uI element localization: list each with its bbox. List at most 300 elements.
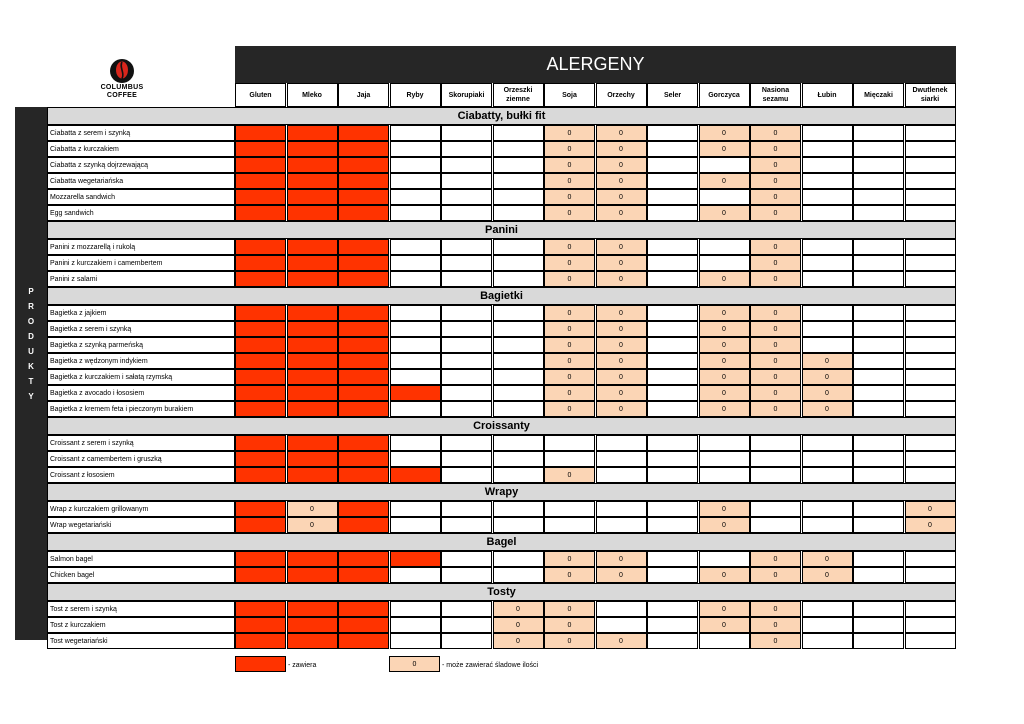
allergen-empty-cell <box>802 467 853 483</box>
table-row <box>47 633 956 649</box>
allergen-trace-cell: 0 <box>750 157 801 173</box>
table-row <box>47 173 956 189</box>
products-sidebar <box>15 107 47 640</box>
allergen-empty-cell <box>853 255 904 271</box>
allergen-empty-cell <box>441 633 492 649</box>
table-row <box>47 141 956 157</box>
product-name: Panini z salami <box>47 271 235 287</box>
allergen-trace-cell: 0 <box>699 401 750 417</box>
allergen-empty-cell <box>493 401 544 417</box>
allergen-empty-cell <box>853 617 904 633</box>
allergen-empty-cell <box>853 305 904 321</box>
allergen-empty-cell <box>750 435 801 451</box>
allergen-contains-cell <box>338 239 389 255</box>
allergen-contains-cell <box>235 157 286 173</box>
allergen-trace-cell: 0 <box>596 633 647 649</box>
product-name: Bagietka z jajkiem <box>47 305 235 321</box>
table-row <box>47 451 956 467</box>
section-header: Croissanty <box>47 417 956 435</box>
allergen-contains-cell <box>390 467 441 483</box>
allergen-empty-cell <box>441 255 492 271</box>
allergen-empty-cell <box>905 567 956 583</box>
product-name: Ciabatta z serem i szynką <box>47 125 235 141</box>
allergen-trace-cell: 0 <box>544 551 595 567</box>
allergen-trace-cell: 0 <box>699 125 750 141</box>
allergen-trace-cell: 0 <box>750 401 801 417</box>
product-name: Bagietka z kurczakiem i sałatą rzymską <box>47 369 235 385</box>
allergen-contains-cell <box>235 205 286 221</box>
table-row <box>47 617 956 633</box>
allergen-contains-cell <box>338 353 389 369</box>
allergen-trace-cell: 0 <box>750 567 801 583</box>
allergen-contains-cell <box>338 337 389 353</box>
allergen-empty-cell <box>647 369 698 385</box>
allergen-trace-cell: 0 <box>596 271 647 287</box>
allergen-empty-cell <box>853 125 904 141</box>
allergen-empty-cell <box>390 501 441 517</box>
section-header: Wrapy <box>47 483 956 501</box>
table-row <box>47 239 956 255</box>
allergen-empty-cell <box>493 451 544 467</box>
allergen-trace-cell: 0 <box>596 337 647 353</box>
allergen-empty-cell <box>647 601 698 617</box>
allergen-trace-cell: 0 <box>802 567 853 583</box>
allergen-empty-cell <box>390 401 441 417</box>
allergen-empty-cell <box>853 567 904 583</box>
allergen-empty-cell <box>905 271 956 287</box>
allergen-trace-cell: 0 <box>699 567 750 583</box>
product-name: Tost z kurczakiem <box>47 617 235 633</box>
table-row <box>47 305 956 321</box>
allergen-empty-cell <box>493 551 544 567</box>
allergen-empty-cell <box>441 157 492 173</box>
allergen-trace-cell: 0 <box>544 617 595 633</box>
product-name: Croissant z łososiem <box>47 467 235 483</box>
allergen-empty-cell <box>699 255 750 271</box>
allergen-contains-cell <box>235 401 286 417</box>
allergen-empty-cell <box>390 601 441 617</box>
allergen-empty-cell <box>699 551 750 567</box>
allergen-empty-cell <box>905 205 956 221</box>
allergen-trace-cell: 0 <box>493 601 544 617</box>
allergen-trace-cell: 0 <box>596 125 647 141</box>
allergen-trace-cell: 0 <box>596 255 647 271</box>
column-header: Seler <box>647 83 698 107</box>
product-name: Wrap wegetariański <box>47 517 235 533</box>
allergen-empty-cell <box>441 125 492 141</box>
allergen-trace-cell: 0 <box>596 141 647 157</box>
allergen-empty-cell <box>493 321 544 337</box>
allergen-empty-cell <box>390 173 441 189</box>
column-header: Orzeszki ziemne <box>493 83 544 107</box>
allergen-empty-cell <box>647 567 698 583</box>
allergen-empty-cell <box>596 501 647 517</box>
allergen-empty-cell <box>905 617 956 633</box>
allergen-empty-cell <box>596 451 647 467</box>
allergen-empty-cell <box>493 385 544 401</box>
column-header: Mięczaki <box>853 83 904 107</box>
product-name: Chicken bagel <box>47 567 235 583</box>
allergen-empty-cell <box>441 567 492 583</box>
section-header: Panini <box>47 221 956 239</box>
allergen-empty-cell <box>596 601 647 617</box>
allergen-empty-cell <box>647 633 698 649</box>
allergen-empty-cell <box>905 633 956 649</box>
allergen-trace-cell: 0 <box>699 601 750 617</box>
allergen-empty-cell <box>493 239 544 255</box>
product-name: Wrap z kurczakiem grillowanym <box>47 501 235 517</box>
legend-trace-swatch: 0 <box>389 656 440 672</box>
allergen-trace-cell: 0 <box>750 271 801 287</box>
legend-contains-swatch <box>235 656 286 672</box>
product-name: Croissant z camembertem i gruszką <box>47 451 235 467</box>
allergen-trace-cell: 0 <box>596 173 647 189</box>
allergen-empty-cell <box>390 125 441 141</box>
allergen-empty-cell <box>905 173 956 189</box>
allergen-contains-cell <box>287 369 338 385</box>
allergen-trace-cell: 0 <box>544 255 595 271</box>
allergen-contains-cell <box>338 189 389 205</box>
product-name: Salmon bagel <box>47 551 235 567</box>
allergen-empty-cell <box>853 451 904 467</box>
allergen-empty-cell <box>853 435 904 451</box>
allergen-empty-cell <box>853 467 904 483</box>
table-row <box>47 205 956 221</box>
allergen-contains-cell <box>338 435 389 451</box>
allergen-empty-cell <box>750 451 801 467</box>
allergen-empty-cell <box>390 435 441 451</box>
product-name: Croissant z serem i szynką <box>47 435 235 451</box>
allergen-empty-cell <box>905 255 956 271</box>
allergen-contains-cell <box>338 255 389 271</box>
column-header: Nasiona sezamu <box>750 83 801 107</box>
allergen-trace-cell: 0 <box>596 321 647 337</box>
allergen-empty-cell <box>441 271 492 287</box>
allergen-contains-cell <box>235 271 286 287</box>
allergen-contains-cell <box>287 353 338 369</box>
allergen-empty-cell <box>699 467 750 483</box>
allergen-trace-cell: 0 <box>544 567 595 583</box>
allergen-empty-cell <box>905 601 956 617</box>
allergen-empty-cell <box>493 467 544 483</box>
allergen-empty-cell <box>647 517 698 533</box>
allergen-contains-cell <box>287 337 338 353</box>
allergen-contains-cell <box>235 239 286 255</box>
allergen-empty-cell <box>905 189 956 205</box>
allergen-empty-cell <box>390 369 441 385</box>
product-name: Mozzarella sandwich <box>47 189 235 205</box>
allergen-contains-cell <box>338 601 389 617</box>
allergen-contains-cell <box>235 617 286 633</box>
allergen-contains-cell <box>287 125 338 141</box>
allergen-contains-cell <box>338 451 389 467</box>
allergen-empty-cell <box>802 141 853 157</box>
allergen-empty-cell <box>390 567 441 583</box>
column-header: Łubin <box>802 83 853 107</box>
allergen-empty-cell <box>390 451 441 467</box>
allergen-trace-cell: 0 <box>699 517 750 533</box>
allergen-empty-cell <box>853 501 904 517</box>
allergen-empty-cell <box>802 157 853 173</box>
allergen-empty-cell <box>802 337 853 353</box>
table-row <box>47 567 956 583</box>
allergen-empty-cell <box>647 353 698 369</box>
allergen-empty-cell <box>905 353 956 369</box>
allergen-empty-cell <box>441 435 492 451</box>
allergen-empty-cell <box>802 321 853 337</box>
allergen-contains-cell <box>287 401 338 417</box>
allergen-empty-cell <box>596 467 647 483</box>
allergen-contains-cell <box>235 255 286 271</box>
allergen-trace-cell: 0 <box>699 305 750 321</box>
allergen-empty-cell <box>647 141 698 157</box>
allergen-empty-cell <box>905 369 956 385</box>
allergen-empty-cell <box>441 551 492 567</box>
product-name: Bagietka z kremem feta i pieczonym burakiem <box>47 401 235 417</box>
allergen-trace-cell: 0 <box>750 239 801 255</box>
allergen-empty-cell <box>905 451 956 467</box>
allergen-empty-cell <box>905 385 956 401</box>
allergen-empty-cell <box>441 321 492 337</box>
allergen-empty-cell <box>596 517 647 533</box>
allergen-contains-cell <box>235 305 286 321</box>
column-header: Orzechy <box>596 83 647 107</box>
section-header: Bagietki <box>47 287 956 305</box>
allergen-trace-cell: 0 <box>750 141 801 157</box>
allergen-empty-cell <box>493 141 544 157</box>
allergen-trace-cell: 0 <box>750 385 801 401</box>
allergen-contains-cell <box>287 271 338 287</box>
allergen-empty-cell <box>493 369 544 385</box>
allergen-trace-cell: 0 <box>699 321 750 337</box>
allergen-contains-cell <box>338 305 389 321</box>
allergen-empty-cell <box>802 501 853 517</box>
allergen-empty-cell <box>647 239 698 255</box>
allergen-trace-cell: 0 <box>544 205 595 221</box>
product-name: Bagietka z szynką parmeńską <box>47 337 235 353</box>
allergen-trace-cell: 0 <box>544 189 595 205</box>
allergen-empty-cell <box>853 141 904 157</box>
allergen-trace-cell: 0 <box>596 401 647 417</box>
allergen-trace-cell: 0 <box>699 271 750 287</box>
allergen-contains-cell <box>338 551 389 567</box>
allergen-empty-cell <box>802 271 853 287</box>
allergen-empty-cell <box>647 205 698 221</box>
table-row <box>47 385 956 401</box>
allergen-trace-cell: 0 <box>750 617 801 633</box>
allergen-trace-cell: 0 <box>750 601 801 617</box>
allergen-empty-cell <box>802 305 853 321</box>
section-header: Bagel <box>47 533 956 551</box>
table-row <box>47 435 956 451</box>
allergen-trace-cell: 0 <box>596 205 647 221</box>
table-row <box>47 467 956 483</box>
allergen-empty-cell <box>647 157 698 173</box>
allergen-trace-cell: 0 <box>596 239 647 255</box>
allergen-trace-cell: 0 <box>493 617 544 633</box>
product-name: Tost z serem i szynką <box>47 601 235 617</box>
allergen-empty-cell <box>853 633 904 649</box>
allergen-empty-cell <box>493 501 544 517</box>
allergen-trace-cell: 0 <box>802 385 853 401</box>
allergen-empty-cell <box>544 517 595 533</box>
allergen-empty-cell <box>647 451 698 467</box>
allergen-empty-cell <box>699 239 750 255</box>
allergen-trace-cell: 0 <box>750 551 801 567</box>
allergen-contains-cell <box>338 517 389 533</box>
allergen-empty-cell <box>853 157 904 173</box>
section-header: Tosty <box>47 583 956 601</box>
allergen-empty-cell <box>544 451 595 467</box>
allergen-empty-cell <box>441 337 492 353</box>
logo-line-2: COFFEE <box>106 92 138 99</box>
allergen-trace-cell: 0 <box>544 157 595 173</box>
allergen-empty-cell <box>802 601 853 617</box>
allergen-empty-cell <box>441 385 492 401</box>
legend-contains-label: - zawiera <box>288 662 317 669</box>
allergen-trace-cell: 0 <box>544 401 595 417</box>
allergen-empty-cell <box>905 467 956 483</box>
allergen-empty-cell <box>905 321 956 337</box>
allergen-empty-cell <box>853 337 904 353</box>
allergen-empty-cell <box>853 401 904 417</box>
allergen-trace-cell: 0 <box>596 189 647 205</box>
allergen-empty-cell <box>647 125 698 141</box>
allergen-trace-cell: 0 <box>544 467 595 483</box>
allergen-empty-cell <box>853 321 904 337</box>
allergen-empty-cell <box>647 467 698 483</box>
allergen-contains-cell <box>338 617 389 633</box>
allergen-empty-cell <box>802 435 853 451</box>
allergen-trace-cell: 0 <box>544 271 595 287</box>
allergen-empty-cell <box>544 501 595 517</box>
allergen-empty-cell <box>853 551 904 567</box>
allergen-empty-cell <box>493 125 544 141</box>
table-row <box>47 125 956 141</box>
allergen-empty-cell <box>853 271 904 287</box>
allergen-trace-cell: 0 <box>493 633 544 649</box>
allergen-trace-cell: 0 <box>905 501 956 517</box>
allergen-trace-cell: 0 <box>750 173 801 189</box>
allergen-empty-cell <box>905 305 956 321</box>
allergen-empty-cell <box>699 633 750 649</box>
allergen-empty-cell <box>493 173 544 189</box>
allergen-trace-cell: 0 <box>596 385 647 401</box>
table-row <box>47 337 956 353</box>
allergen-contains-cell <box>338 205 389 221</box>
allergen-empty-cell <box>390 353 441 369</box>
column-header: Jaja <box>338 83 389 107</box>
allergen-trace-cell: 0 <box>802 353 853 369</box>
allergen-empty-cell <box>802 517 853 533</box>
section-header: Ciabatty, bułki fit <box>47 107 956 125</box>
allergen-trace-cell: 0 <box>802 401 853 417</box>
allergen-empty-cell <box>750 501 801 517</box>
allergen-empty-cell <box>853 173 904 189</box>
allergen-contains-cell <box>235 451 286 467</box>
allergen-trace-cell: 0 <box>544 141 595 157</box>
allergen-contains-cell <box>235 369 286 385</box>
allergen-contains-cell <box>287 255 338 271</box>
allergen-trace-cell: 0 <box>750 205 801 221</box>
allergen-trace-cell: 0 <box>750 633 801 649</box>
product-name: Panini z kurczakiem i camembertem <box>47 255 235 271</box>
allergen-empty-cell <box>390 141 441 157</box>
allergen-contains-cell <box>287 189 338 205</box>
allergen-empty-cell <box>802 189 853 205</box>
allergen-contains-cell <box>338 633 389 649</box>
allergen-empty-cell <box>493 255 544 271</box>
allergen-empty-cell <box>853 353 904 369</box>
allergen-trace-cell: 0 <box>750 321 801 337</box>
column-header: Soja <box>544 83 595 107</box>
allergen-empty-cell <box>441 239 492 255</box>
allergen-empty-cell <box>493 353 544 369</box>
allergen-empty-cell <box>853 385 904 401</box>
allergen-empty-cell <box>905 551 956 567</box>
allergen-empty-cell <box>699 451 750 467</box>
allergen-trace-cell: 0 <box>544 305 595 321</box>
allergen-trace-cell: 0 <box>596 551 647 567</box>
allergen-contains-cell <box>338 321 389 337</box>
allergen-empty-cell <box>493 189 544 205</box>
allergen-contains-cell <box>287 435 338 451</box>
allergen-contains-cell <box>235 173 286 189</box>
allergen-trace-cell: 0 <box>544 601 595 617</box>
allergen-empty-cell <box>441 141 492 157</box>
allergen-trace-cell: 0 <box>905 517 956 533</box>
allergen-empty-cell <box>390 255 441 271</box>
allergen-contains-cell <box>287 385 338 401</box>
allergen-empty-cell <box>493 517 544 533</box>
allergen-empty-cell <box>390 517 441 533</box>
allergen-contains-cell <box>287 601 338 617</box>
allergen-contains-cell <box>338 401 389 417</box>
allergen-empty-cell <box>647 271 698 287</box>
column-header: Mleko <box>287 83 338 107</box>
allergen-empty-cell <box>853 517 904 533</box>
allergen-trace-cell: 0 <box>750 255 801 271</box>
allergen-contains-cell <box>287 239 338 255</box>
allergen-trace-cell: 0 <box>544 337 595 353</box>
allergen-contains-cell <box>287 157 338 173</box>
allergen-trace-cell: 0 <box>544 385 595 401</box>
allergen-empty-cell <box>544 435 595 451</box>
allergen-trace-cell: 0 <box>750 337 801 353</box>
allergen-contains-cell <box>287 617 338 633</box>
allergen-empty-cell <box>647 401 698 417</box>
allergen-empty-cell <box>750 467 801 483</box>
logo-line-1: COLUMBUS <box>100 84 144 91</box>
allergen-trace-cell: 0 <box>750 353 801 369</box>
allergen-contains-cell <box>235 353 286 369</box>
allergen-empty-cell <box>596 617 647 633</box>
allergen-contains-cell <box>338 467 389 483</box>
allergen-contains-cell <box>287 633 338 649</box>
allergen-contains-cell <box>235 633 286 649</box>
allergen-empty-cell <box>647 551 698 567</box>
allergen-empty-cell <box>905 125 956 141</box>
column-header: Dwutlenek siarki <box>905 83 956 107</box>
allergen-empty-cell <box>441 451 492 467</box>
product-name: Ciabatta wegetariańska <box>47 173 235 189</box>
allergen-empty-cell <box>441 205 492 221</box>
table-row <box>47 601 956 617</box>
allergen-trace-cell: 0 <box>544 369 595 385</box>
legend-trace-label: - może zawierać śladowe ilości <box>442 662 539 669</box>
allergen-trace-cell: 0 <box>699 353 750 369</box>
allergen-trace-cell: 0 <box>802 369 853 385</box>
